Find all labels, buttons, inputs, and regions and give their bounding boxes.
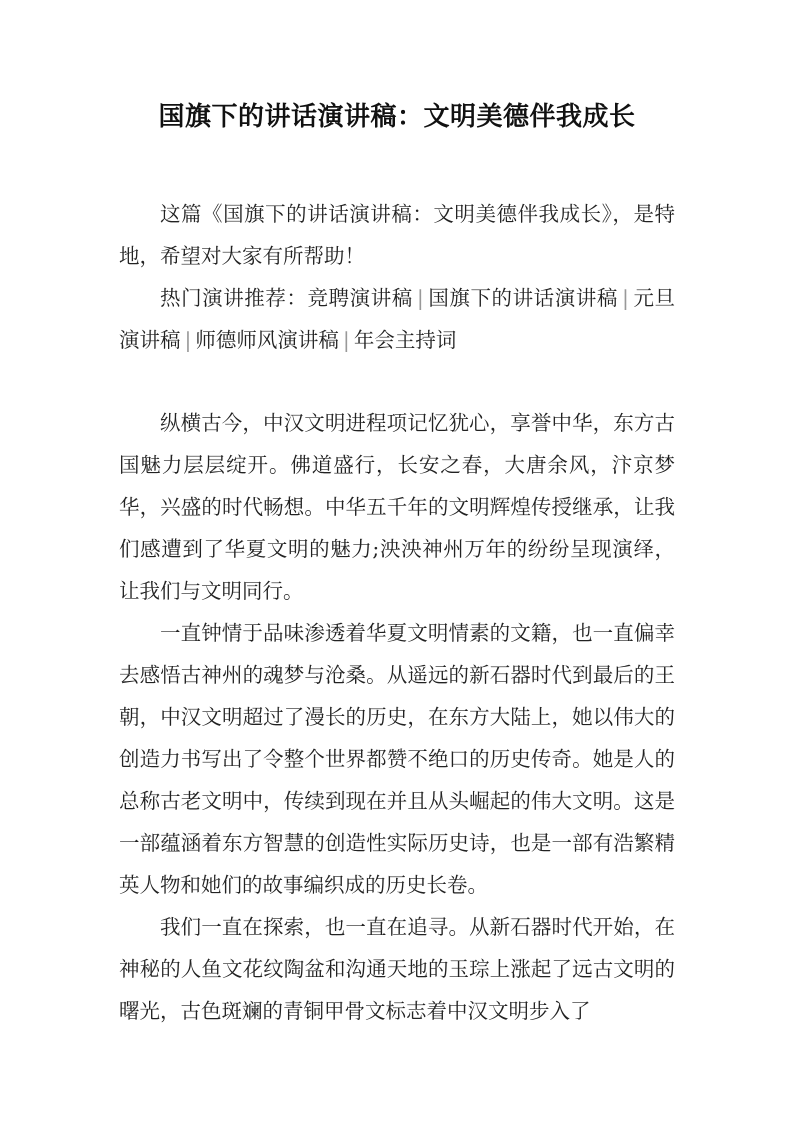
- recommend-link-flag-speech[interactable]: 国旗下的讲话演讲稿: [427, 286, 618, 310]
- recommend-label: 热门演讲推荐：: [160, 286, 308, 310]
- document-title: 国旗下的讲话演讲稿：文明美德伴我成长: [158, 102, 636, 132]
- recommend-paragraph: [119, 277, 675, 361]
- recommend-link-annual-host[interactable]: 年会主持词: [353, 328, 457, 352]
- body-paragraph: 纵横古今，中汉文明进程项记忆犹心，享誉中华，东方古国魅力层层绽开。佛道盛行，长安之春，大唐余风，汴京梦华，兴盛的时代畅想。中华五千年的文明辉煌传授继承，让我们感遭到了华夏文明的魅力;泱泱神州万年的纷纷呈现演绎，让我们与文明同行。: [119, 411, 675, 603]
- recommend-link-teacher-ethics[interactable]: 师德师风演讲稿: [195, 328, 339, 352]
- separator: |: [184, 328, 192, 352]
- document-body: [119, 193, 675, 1032]
- intro-paragraph: 这篇《国旗下的讲话演讲稿：文明美德伴我成长》，是特地，希望对大家有所帮助！: [119, 202, 675, 268]
- recommend-link-competition[interactable]: 竞聘演讲稿: [307, 286, 413, 310]
- recommend-link-new-year[interactable]: 元旦演讲稿: [119, 286, 676, 352]
- separator: |: [342, 328, 350, 352]
- body-paragraph: 一直钟情于品味渗透着华夏文明情素的文籍，也一直偏幸去感悟古神州的魂梦与沧桑。从遥远的新石器时代到最后的王朝，中汉文明超过了漫长的历史，在东方大陆上，她以伟大的创造力书写出了令整个世界都赞不绝口的历史传奇。她是人的总称古老文明中，传续到现在并且从头崛起的伟大文明。这是一部蕴涵着东方智慧的创造性实际历史诗，也是一部有浩繁精英人物和她们的故事编织成的历史长卷。: [119, 621, 675, 897]
- body-paragraph: 我们一直在探索，也一直在追寻。从新石器时代开始，在神秘的人鱼文花纹陶盆和沟通天地的玉琮上涨起了远古文明的曙光，古色斑斓的青铜甲骨文标志着中汉文明步入了: [119, 915, 675, 1023]
- separator: |: [416, 286, 424, 310]
- separator: |: [621, 286, 629, 310]
